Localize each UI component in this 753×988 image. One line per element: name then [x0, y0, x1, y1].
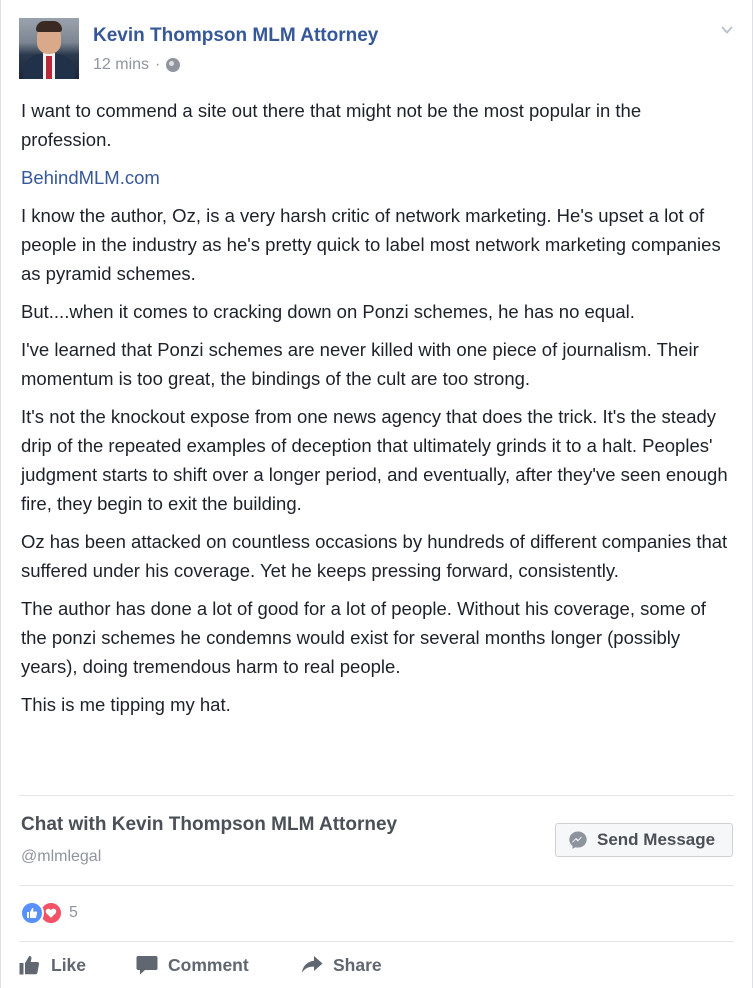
author-name[interactable]: Kevin Thompson MLM Attorney	[93, 25, 379, 46]
post-paragraph: I want to commend a site out there that might not be the most popular in the profession.	[21, 100, 642, 150]
share-icon	[301, 955, 323, 975]
post-paragraph: It's not the knockout expose from one news agency that does the trick. It's the steady drip of the repeated examples of deception that ultimately grinds it to a halt. Peoples' judgment starts to shift over a longer period, and eventually, after they've seen enough fire, they begin to exit the building.	[21, 406, 728, 514]
send-message-label: Send Message	[597, 830, 716, 849]
post-header	[19, 18, 734, 80]
reactions-summary[interactable]	[20, 902, 78, 924]
post-timestamp[interactable]: 12 mins	[93, 56, 150, 73]
reaction-count: 5	[69, 904, 78, 921]
chat-title[interactable]: Chat with Kevin Thompson MLM Attorney	[21, 814, 398, 835]
post-body	[21, 96, 733, 728]
messenger-icon	[568, 830, 588, 850]
like-reaction-icon	[20, 901, 44, 925]
share-label: Share	[333, 954, 382, 975]
page-handle[interactable]: @mlmlegal	[21, 848, 102, 865]
like-label: Like	[51, 954, 87, 975]
divider	[19, 885, 734, 886]
meta-separator: ·	[155, 56, 161, 73]
post-paragraph: This is me tipping my hat.	[21, 694, 231, 715]
divider	[19, 941, 734, 942]
author-avatar[interactable]	[19, 18, 79, 79]
post-paragraph: The author has done a lot of good for a lot of people. Without his coverage, some of the ponzi schemes he condemns would exist for several months longer (possibly years), doing tremendous harm to real people.	[21, 598, 706, 677]
post-paragraph: But....when it comes to cracking down on Ponzi schemes, he has no equal.	[21, 301, 635, 322]
comment-button[interactable]	[136, 955, 301, 976]
post-paragraph: I've learned that Ponzi schemes are never killed with one piece of journalism. Their momentum is too great, the bindings of the cult are too strong.	[21, 339, 699, 389]
post-paragraph: I know the author, Oz, is a very harsh critic of network marketing. He's upset a lot of people in the industry as he's pretty quick to label most network marketing companies as pyramid schemes.	[21, 205, 721, 284]
send-message-button[interactable]	[555, 823, 733, 857]
comment-label: Comment	[168, 954, 249, 975]
behindmlm-link[interactable]: BehindMLM.com	[21, 167, 160, 188]
divider	[19, 795, 734, 796]
post-meta	[93, 56, 180, 74]
chevron-down-icon[interactable]	[720, 23, 734, 37]
like-button[interactable]	[19, 955, 136, 976]
thumbs-up-icon	[19, 955, 41, 975]
share-button[interactable]	[301, 955, 382, 976]
post-paragraph: Oz has been attacked on countless occasions by hundreds of different companies that suffered under his coverage. Yet he keeps pressing forward, consistently.	[21, 531, 728, 581]
post-actions	[19, 950, 382, 980]
globe-icon[interactable]	[166, 58, 180, 72]
comment-icon	[136, 955, 158, 975]
